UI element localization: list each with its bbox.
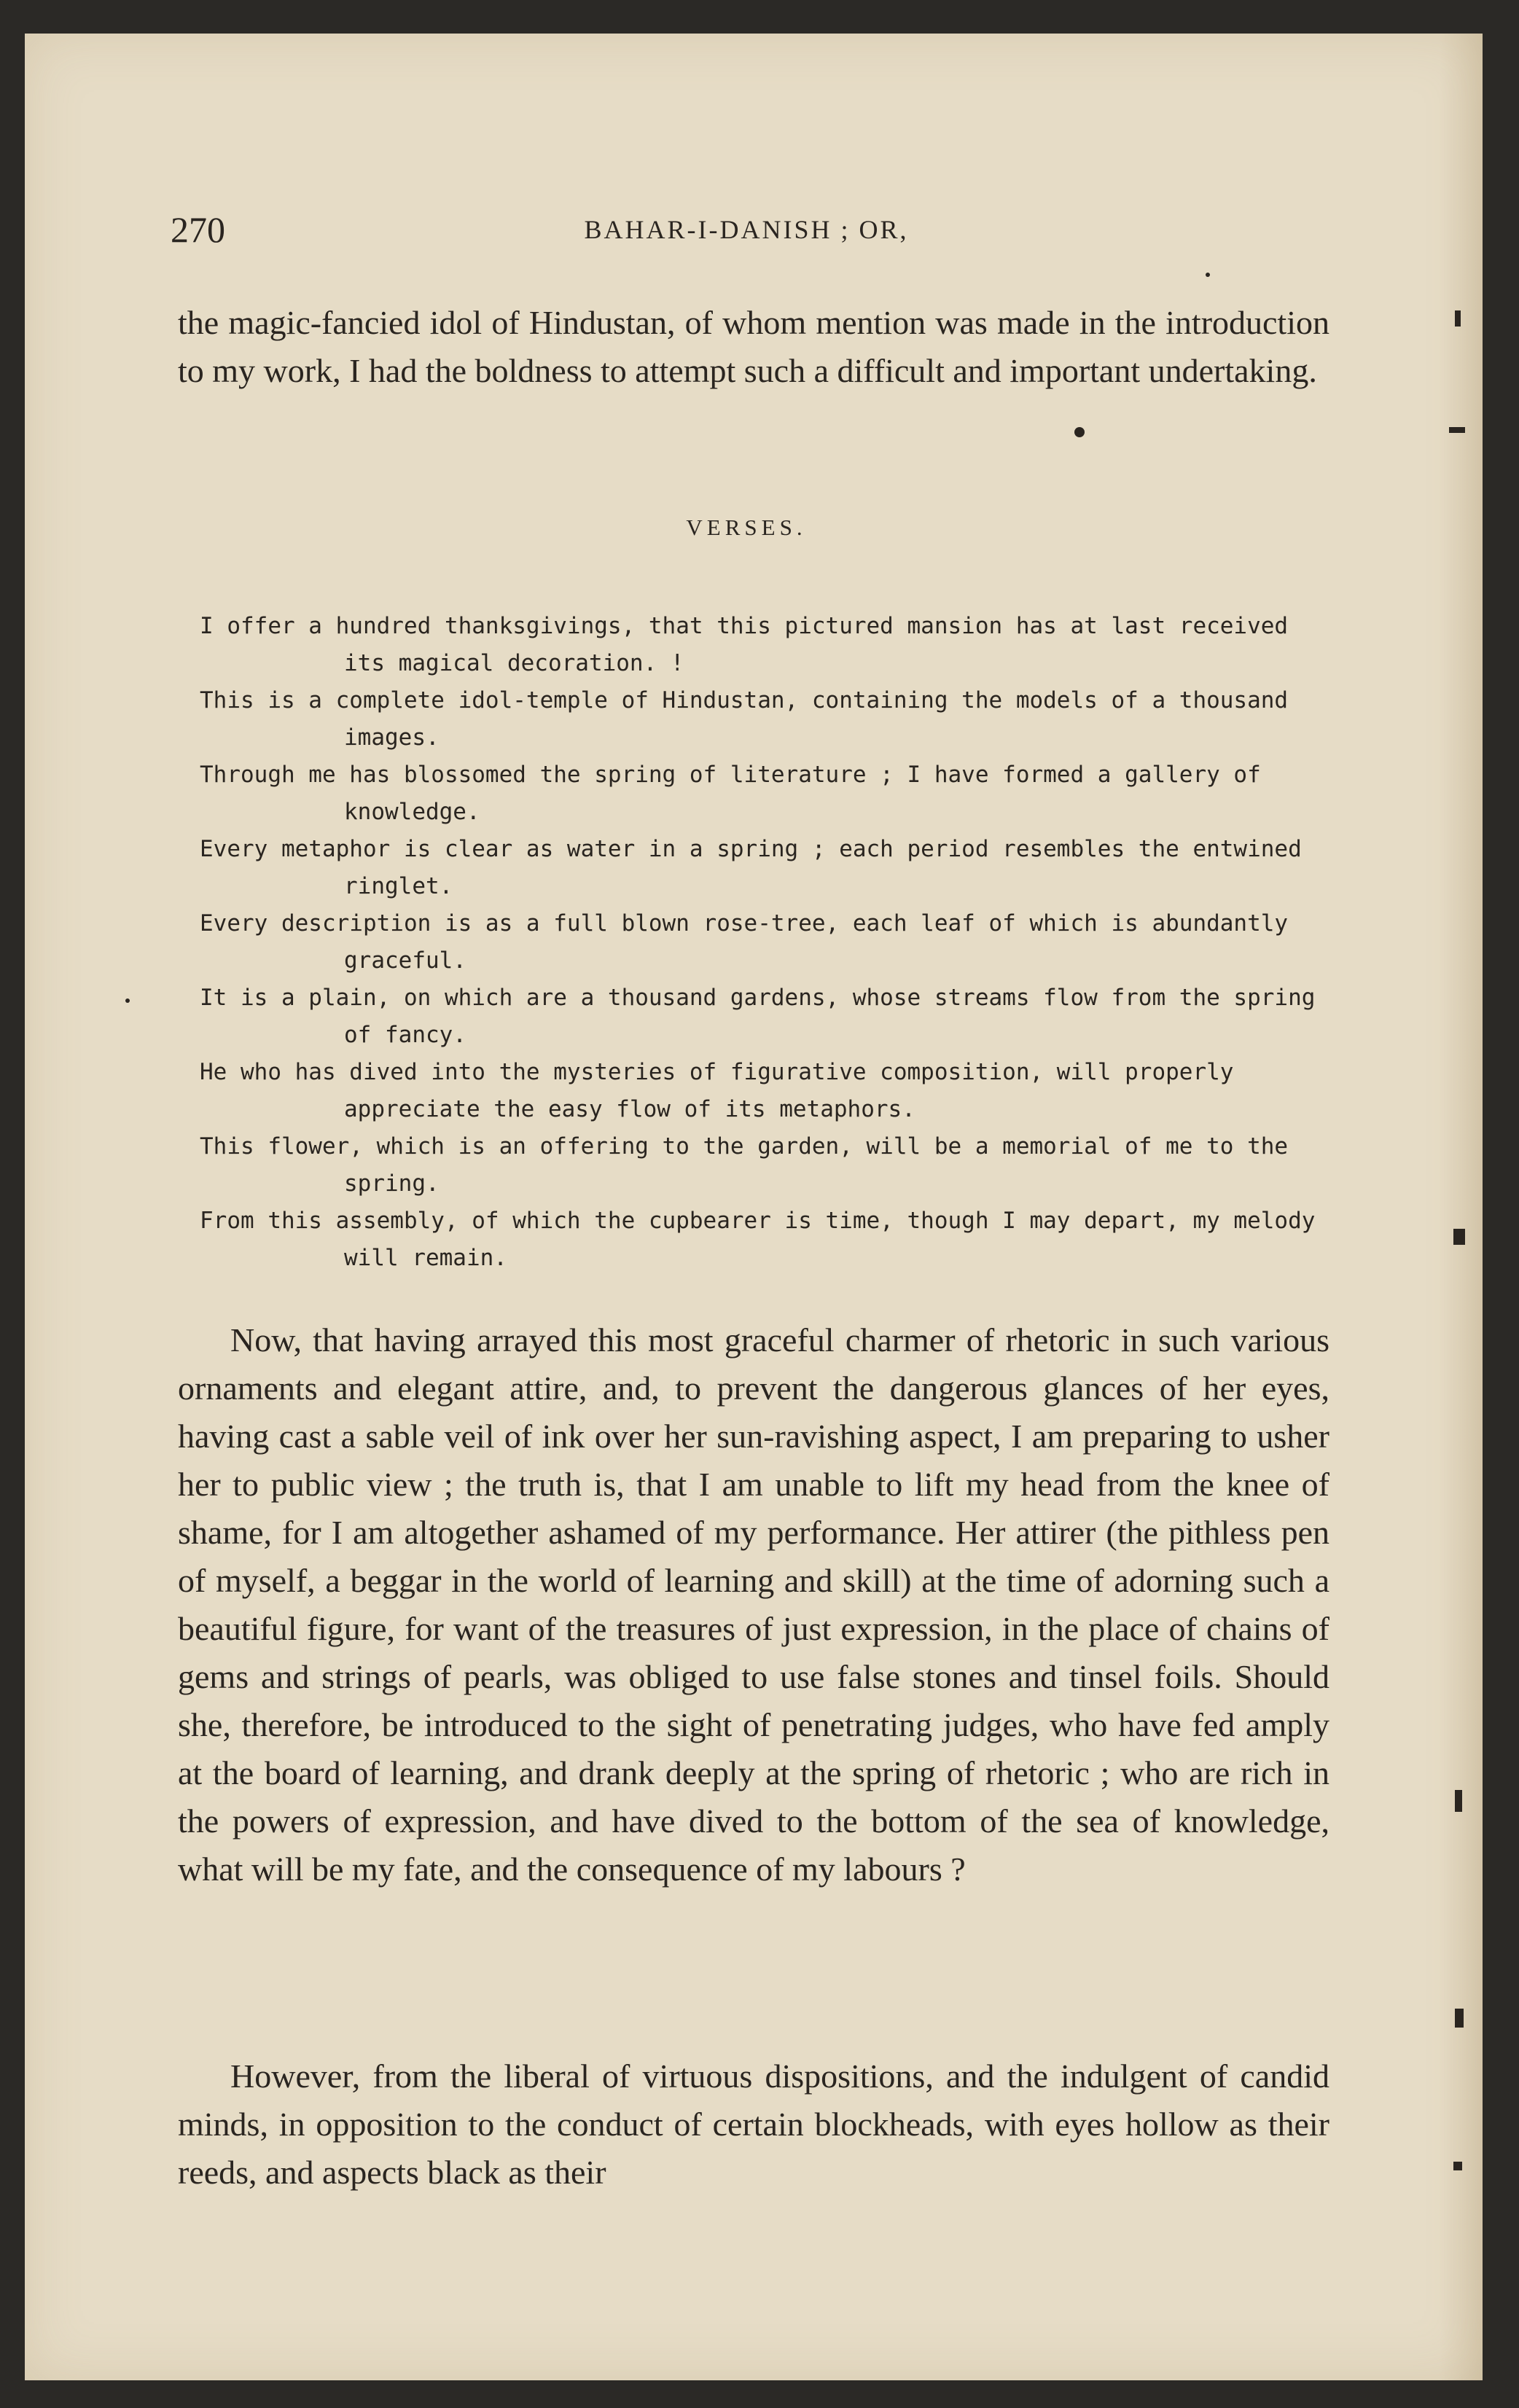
verse-line: This is a complete idol-temple of Hindustan, containing the models of a thousand images. <box>200 687 1289 751</box>
verses-list <box>200 608 1322 1277</box>
edge-tear-mark <box>1455 310 1461 327</box>
ink-speck <box>125 998 130 1003</box>
ink-dot <box>1074 427 1085 437</box>
edge-tear-mark <box>1453 2162 1462 2170</box>
however-paragraph: However, from the liberal of virtuous dispositions, and the indulgent of candid minds, in opposition to the conduct of certain blockheads, with eyes hollow as their reeds, and aspects black as their <box>178 2057 1329 2191</box>
verse-line: It is a plain, on which are a thousand gardens, whose streams flow from the spring of fancy. <box>200 985 1316 1048</box>
verse-line: I offer a hundred thanksgivings, that this pictured mansion has at last received its magical decoration. ! <box>200 613 1289 676</box>
verse-line: He who has dived into the mysteries of figurative composition, will properly appreciate the easy flow of its metaphors. <box>200 1059 1234 1122</box>
ink-speck <box>1206 273 1210 277</box>
edge-tear-mark <box>1449 427 1465 433</box>
verse-line: From this assembly, of which the cupbearer is time, though I may depart, my melody will remain. <box>200 1208 1316 1271</box>
verse-line: Every metaphor is clear as water in a spring ; each period resembles the entwined ringlet. <box>200 836 1302 899</box>
running-head: BAHAR-I-DANISH ; OR, <box>584 215 909 244</box>
verse-line: Every description is as a full blown rose-tree, each leaf of which is abundantly graceful. <box>200 910 1289 974</box>
edge-tear-mark <box>1455 1790 1462 1812</box>
page-number: 270 <box>171 209 225 250</box>
verse-line: Through me has blossomed the spring of literature ; I have formed a gallery of knowledge. <box>200 762 1261 825</box>
verse-line: This flower, which is an offering to the garden, will be a memorial of me to the spring. <box>200 1133 1289 1197</box>
page-header <box>171 208 1322 274</box>
edge-tear-mark <box>1455 2009 1464 2028</box>
now-paragraph: Now, that having arrayed this most graceful charmer of rhetoric in such various ornaments and elegant attire, and, to prevent the dangerous glances of her eyes, having cast a sable veil of ink over her sun-ravishing aspect, I am preparing to usher her to public view ; the truth is, that I am unable to lift my head from the knee of shame, for I am altogether ashamed of my performance. Her attirer (the pithless pen of myself, a beggar in the world of learning and skill) at the time of adorning such a beautiful figure, for want of the treasures of just expression, in the place of chains of gems and strings of pearls, was obliged to use false stones and tinsel foils. Should she, therefore, be introduced to the sight of penetrating judges, who have fed amply at the board of learning, and drank deeply at the spring of rhetoric ; who are rich in the powers of expression, and have dived to the bottom of the sea of knowledge, what will be my fate, and the consequence of my labours ? <box>178 1321 1329 1888</box>
verses-heading: VERSES. <box>686 515 807 540</box>
edge-tear-mark <box>1453 1229 1465 1245</box>
book-page <box>25 34 1483 2380</box>
intro-paragraph: the magic-fancied idol of Hindustan, of whom mention was made in the introduction to my work, I had the boldness to attempt such a difficult and important undertaking. <box>178 304 1329 389</box>
